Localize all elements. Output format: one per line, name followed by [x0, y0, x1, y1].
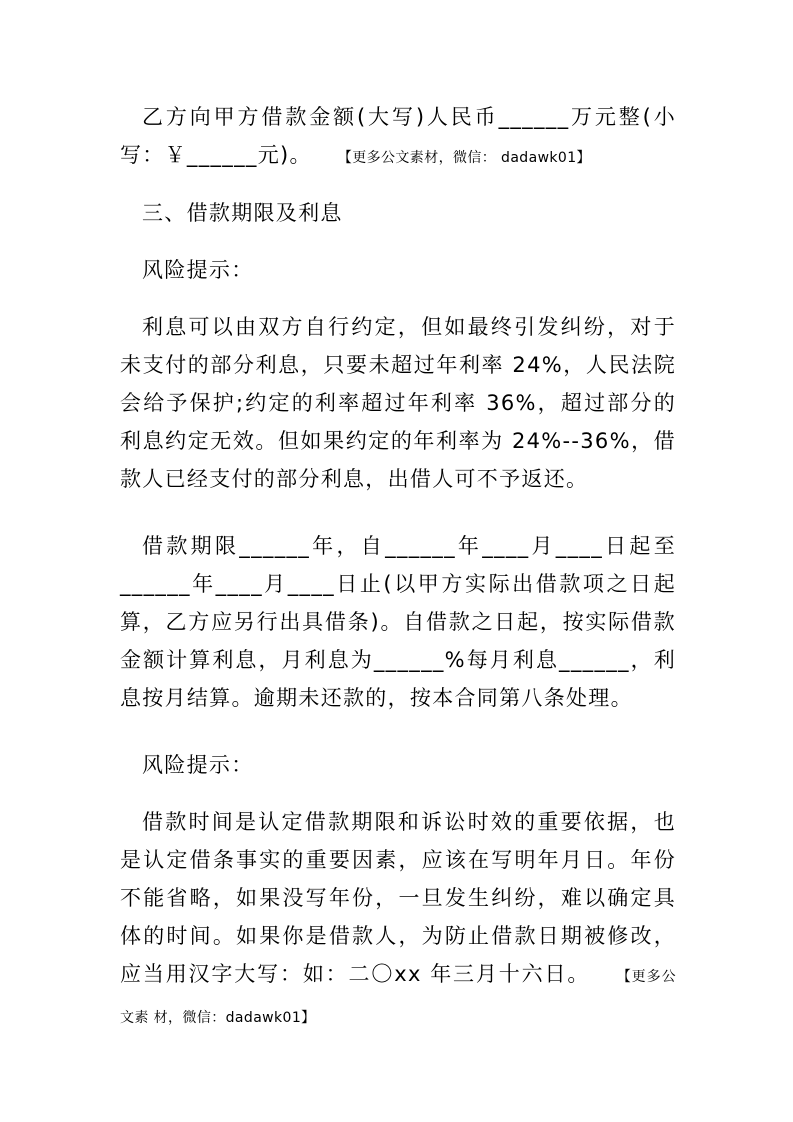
loan-term-paragraph: 借款期限______年，自______年____月____日起至______年____月____日止(以甲方实际出借款项之日起算，乙方应另行出具借条)。自借款之日起，按实际借款金额计算利息，月利息为______%每月利息______，利息按月结算。逾期未还款的，按本合同第八条处理。	[120, 534, 676, 710]
loan-time-text: 借款时间是认定借款期限和诉讼时效的重要依据，也是认定借条事实的重要因素，应该在写明年月日。年份不能省略，如果没写年份，一旦发生纠纷，难以确定具体的时间。如果你是借款人，为防止借款日期被修改，应当用汉字大写：如：二〇xx 年三月十六日。	[120, 810, 676, 986]
loan-time-risk-paragraph	[120, 803, 676, 1037]
loan-amount-paragraph	[120, 98, 676, 177]
promo-note-2: 【更多公文素 材，微信：dadawk01】	[120, 969, 676, 1026]
section-heading: 三、借款期限及利息	[142, 201, 343, 225]
promo-note: 【更多公文素材，微信： dadawk01】	[337, 150, 591, 166]
risk-tip-label-2: 风险提示：	[142, 753, 254, 777]
interest-risk-paragraph: 利息可以由双方自行约定，但如最终引发纠纷，对于未支付的部分利息，只要未超过年利率 24%，人民法院会给予保护;约定的利率超过年利率 36%，超过部分的利息约定无效。但如果约定的年利率为 24%--36%，借款人已经支付的部分利息，出借人可不予返还。	[120, 315, 676, 491]
loan-amount-text: 乙方向甲方借款金额(大写)人民币______万元整(小写：￥______元)。	[120, 105, 676, 167]
risk-tip-label: 风险提示：	[142, 258, 254, 282]
